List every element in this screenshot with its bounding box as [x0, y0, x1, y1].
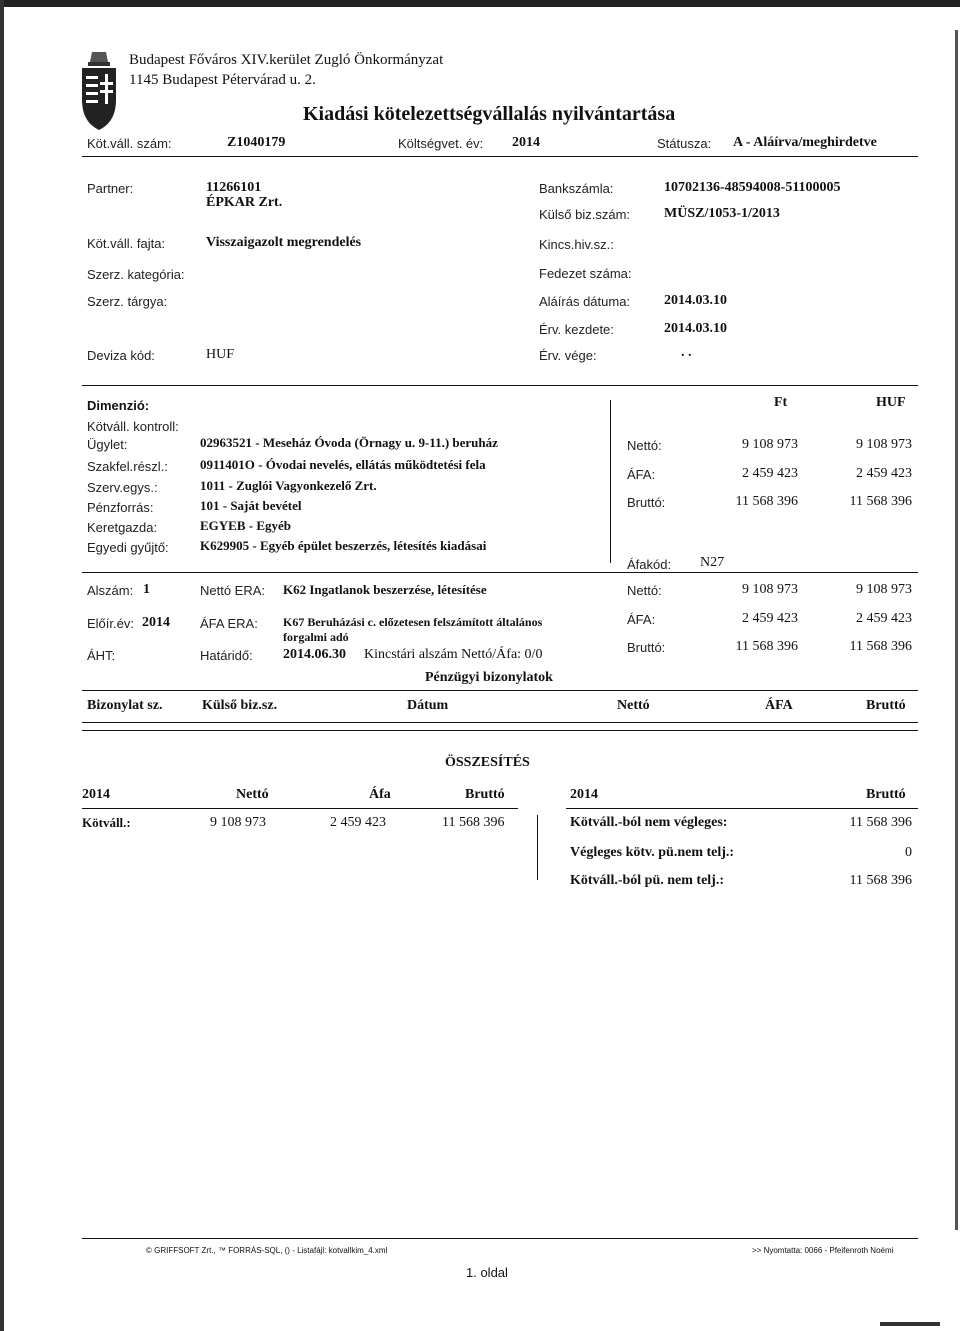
erv-vege-label: Érv. vége: — [539, 348, 597, 363]
header-divider — [82, 156, 918, 157]
ossz-r3-value: 11 568 396 — [849, 873, 912, 888]
alairas-label: Aláírás dátuma: — [539, 294, 631, 309]
dimenzio-top-rule — [82, 385, 918, 386]
deviza-label: Deviza kód: — [87, 348, 155, 363]
kulso-biz: MÜSZ/1053-1/2013 — [664, 206, 780, 221]
org-address: 1145 Budapest Pétervárad u. 2. — [129, 72, 316, 88]
dim-afa-label: ÁFA: — [627, 467, 656, 482]
dim-netto-huf: 9 108 973 — [856, 437, 912, 452]
ossz-left-afa: 2 459 423 — [330, 815, 386, 830]
keretgazda-label: Keretgazda: — [87, 520, 158, 535]
ossz-r1-label: Kötváll.-ból nem végleges: — [570, 815, 728, 830]
fajta: Visszaigazolt megrendelés — [206, 235, 362, 250]
fajta-label: Köt.váll. fajta: — [87, 236, 166, 251]
afa-era-line2: forgalmi adó — [283, 630, 349, 644]
penzugyi-bottom-rule-2 — [82, 730, 918, 731]
alszam-netto-ft: 9 108 973 — [742, 582, 798, 597]
egyedi: K629905 - Egyéb épület beszerzés, létesítés kiadásai — [200, 538, 487, 553]
penzugyi-col-afa: ÁFA — [765, 698, 793, 713]
koltsegvet-ev-label: Költségvet. év: — [398, 136, 484, 151]
ossz-r3-label: Kötváll.-ból pü. nem telj.: — [570, 873, 724, 888]
ossz-left-rule — [82, 808, 518, 809]
egyedi-label: Egyedi gyűjtő: — [87, 540, 169, 555]
aht-label: ÁHT: — [87, 648, 116, 663]
dim-netto-label: Nettó: — [627, 438, 662, 453]
ugylet: 02963521 - Meseház Óvoda (Örnagy u. 9-11.) beruház — [200, 435, 498, 450]
penzforras-label: Pénzforrás: — [87, 500, 154, 515]
kincstari-alszam: Kincstári alszám Nettó/Áfa: 0/0 — [364, 647, 543, 662]
coat-of-arms-icon — [76, 50, 122, 132]
kotvall-szam-label: Köt.váll. szám: — [87, 136, 172, 151]
alszam-label: Alszám: — [87, 583, 134, 598]
footer-rule — [82, 1238, 918, 1239]
penzforras: 101 - Saját bevétel — [200, 498, 302, 513]
erv-vege: . . — [681, 345, 692, 360]
szakfel-label: Szakfel.részl.: — [87, 459, 168, 474]
statusz-label: Státusza: — [657, 136, 712, 151]
scan-left-border — [0, 0, 4, 1331]
dimenzio-vertical-rule — [610, 400, 611, 563]
alszam-afa-label: ÁFA: — [627, 612, 656, 627]
dim-brutto-huf: 11 568 396 — [849, 494, 912, 509]
penzugyi-col-bizonylat: Bizonylat sz. — [87, 698, 163, 713]
statusz: A - Aláírva/meghirdetve — [733, 135, 877, 150]
eloir-label: Előír.év: — [87, 616, 134, 631]
kulso-biz-label: Külső biz.szám: — [539, 207, 631, 222]
kotvall-szam: Z1040179 — [227, 135, 286, 150]
afa-era-line1: K67 Beruházási c. előzetesen felszámított általános — [283, 615, 543, 629]
page-number: 1. oldal — [466, 1265, 508, 1280]
penzugyi-col-datum: Dátum — [407, 698, 449, 713]
erv-kezdete-label: Érv. kezdete: — [539, 322, 614, 337]
bankszamla: 10702136-48594008-51100005 — [664, 180, 841, 195]
alszam-netto-label: Nettó: — [627, 583, 662, 598]
partner-code: 11266101 — [206, 180, 262, 195]
dimenzio-title: Dimenzió: — [87, 398, 150, 413]
dimenzio-col-ft: Ft — [774, 395, 788, 410]
penzugyi-top-rule — [82, 690, 918, 691]
kincs-label: Kincs.hiv.sz.: — [539, 237, 614, 252]
alszam-brutto-label: Bruttó: — [627, 640, 666, 655]
osszesites-title: ÖSSZESÍTÉS — [445, 755, 530, 770]
dim-netto-ft: 9 108 973 — [742, 437, 798, 452]
scan-top-border — [0, 0, 960, 7]
alszam-netto-huf: 9 108 973 — [856, 582, 912, 597]
alszam-afa-ft: 2 459 423 — [742, 611, 798, 626]
ossz-left-brutto-header: Bruttó — [465, 787, 505, 802]
deviza: HUF — [206, 347, 235, 362]
dimenzio-col-huf: HUF — [876, 395, 906, 410]
dim-afa-ft: 2 459 423 — [742, 466, 798, 481]
page-title: Kiadási kötelezettségvállalás nyilvántartása — [303, 103, 676, 125]
ossz-left-row-label: Kötváll.: — [82, 815, 131, 830]
alairas: 2014.03.10 — [664, 293, 727, 308]
scan-right-border — [955, 30, 958, 1230]
penzugyi-col-kulso: Külső biz.sz. — [202, 698, 278, 713]
netto-era-label: Nettó ERA: — [200, 583, 266, 598]
ossz-r2-label: Végleges kötv. pü.nem telj.: — [570, 845, 735, 860]
ugylet-label: Ügylet: — [87, 437, 128, 452]
hatarido: 2014.06.30 — [283, 647, 346, 662]
alszam: 1 — [143, 582, 150, 597]
ossz-r2-value: 0 — [905, 845, 912, 860]
netto-era: K62 Ingatlanok beszerzése, létesítése — [283, 582, 487, 597]
dim-afa-huf: 2 459 423 — [856, 466, 912, 481]
hatarido-label: Határidő: — [200, 648, 253, 663]
kotvall-kontroll-label: Kötváll. kontroll: — [87, 419, 179, 434]
footer-software: © GRIFFSOFT Zrt., ™ FORRÁS-SQL, () - Listafájl: kotvallkim_4.xml — [146, 1246, 388, 1255]
ossz-right-year: 2014 — [570, 787, 598, 802]
ossz-right-rule — [566, 808, 918, 809]
ossz-left-afa-header: Áfa — [369, 787, 391, 802]
keretgazda: EGYEB - Egyéb — [200, 518, 292, 533]
ossz-left-netto: 9 108 973 — [210, 815, 266, 830]
ossz-right-brutto-header: Bruttó — [866, 787, 906, 802]
penzugyi-bottom-rule — [82, 722, 918, 723]
footer-printed-by: >> Nyomtatta: 0066 - Pfeifenroth Noémi — [752, 1246, 894, 1255]
dim-brutto-ft: 11 568 396 — [735, 494, 798, 509]
org-name: Budapest Főváros XIV.kerület Zugló Önkormányzat — [129, 52, 444, 68]
dim-brutto-label: Bruttó: — [627, 495, 666, 510]
fedezet-label: Fedezet száma: — [539, 266, 632, 281]
bankszamla-label: Bankszámla: — [539, 181, 614, 196]
alszam-brutto-ft: 11 568 396 — [735, 639, 798, 654]
eloir: 2014 — [142, 615, 170, 630]
alszam-brutto-huf: 11 568 396 — [849, 639, 912, 654]
ossz-vertical-rule — [537, 815, 538, 880]
afakod-label: Áfakód: — [627, 557, 672, 572]
ossz-left-netto-header: Nettó — [236, 787, 269, 802]
ossz-r1-value: 11 568 396 — [849, 815, 912, 830]
partner-name: ÉPKAR Zrt. — [206, 195, 283, 210]
erv-kezdete: 2014.03.10 — [664, 321, 727, 336]
penzugyi-col-brutto: Bruttó — [866, 698, 906, 713]
szakfel: 0911401O - Óvodai nevelés, ellátás működtetési fela — [200, 457, 486, 472]
szerv-label: Szerv.egys.: — [87, 480, 158, 495]
ossz-left-year: 2014 — [82, 787, 110, 802]
alszam-afa-huf: 2 459 423 — [856, 611, 912, 626]
szerz-kat-label: Szerz. kategória: — [87, 267, 185, 282]
scan-bottom-mark — [880, 1322, 940, 1326]
ossz-left-brutto: 11 568 396 — [442, 815, 505, 830]
partner-label: Partner: — [87, 181, 134, 196]
penzugyi-title: Pénzügyi bizonylatok — [425, 670, 553, 685]
szerz-targy-label: Szerz. tárgya: — [87, 294, 168, 309]
szerv: 1011 - Zuglói Vagyonkezelő Zrt. — [200, 478, 377, 493]
afakod: N27 — [700, 555, 725, 570]
alszam-top-rule — [82, 572, 918, 573]
penzugyi-col-netto: Nettó — [617, 698, 650, 713]
koltsegvet-ev: 2014 — [512, 135, 540, 150]
afa-era-label: ÁFA ERA: — [200, 616, 258, 631]
